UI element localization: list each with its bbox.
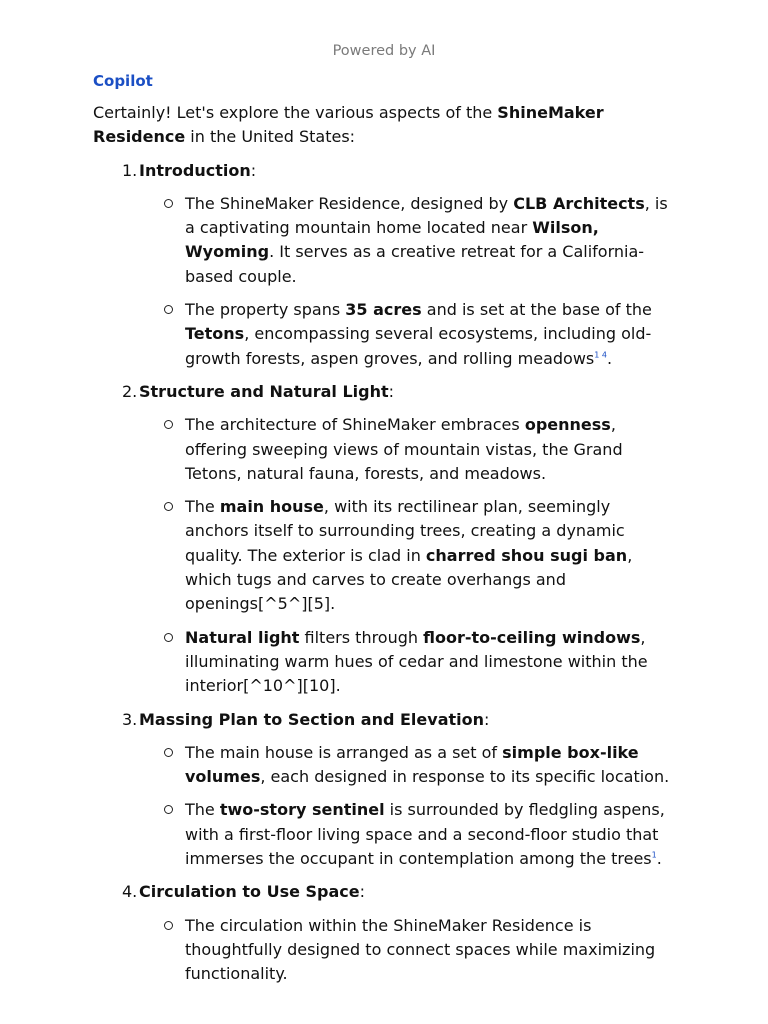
bullet-text: , encompassing several ecosystems, including old-growth forests, aspen groves, and rolling meadows [185,324,652,368]
section-title-suffix: : [359,882,366,902]
bullet-text: , offering sweeping views of mountain vistas, the Grand Tetons, natural fauna, forests, and meadows. [185,415,623,483]
section-heading [93,708,678,732]
bullet-circle-icon [164,921,173,930]
intro-paragraph [93,101,678,150]
bullet-item [93,495,678,616]
bullet-bold: Wilson, Wyoming [185,218,599,262]
bullet-item [93,914,678,987]
section-item [93,380,678,699]
citation-link[interactable]: 1 4 [594,350,607,360]
bullet-circle-icon [164,305,173,314]
section-item [93,880,678,986]
bullet-bold: floor-to-ceiling windows [423,627,641,647]
bullet-text: and is set at the base of the [421,300,652,320]
bullet-text: , is a captivating mountain home located near [185,193,668,238]
section-number: 4. [122,882,138,902]
section-title: Massing Plan to Section and Elevation [139,709,485,729]
bullet-bold: CLB Architects [513,193,645,213]
bullet-text: filters through [299,627,424,647]
bullet-bold: two-story sentinel [219,800,385,820]
section-number: 2. [122,381,138,401]
bullet-bold: Natural light [185,627,300,647]
bullet-text: The [185,800,220,820]
intro-bold: ShineMaker Residence [93,103,604,147]
section-heading [93,380,678,404]
bullet-text: The [185,497,220,517]
citation-link[interactable]: 1 [651,850,657,860]
bullet-bold: openness [524,415,611,435]
bullet-bold: main house [219,497,324,517]
bullet-text: The circulation within the ShineMaker Residence is thoughtfully designed to connect spaces while maximizing functionality. [185,915,656,984]
section-heading [93,159,678,183]
bullet-bold: charred shou sugi ban [425,545,628,565]
bullet-item [93,798,678,871]
bullet-item [93,298,678,371]
bullet-item [93,741,678,790]
bullet-text: . [656,849,662,869]
bullet-circle-icon [164,420,173,429]
section-title-suffix: : [250,160,257,180]
bullet-bold: simple box-like volumes [185,742,639,787]
section-title-suffix: : [484,709,490,729]
section-title-suffix: : [388,381,395,401]
bullet-text: The property spans [185,300,346,320]
sender-name: Copilot [93,72,153,90]
message-body [93,101,678,996]
bullet-text: , which tugs and carves to create overhangs and openings[^5^][5]. [185,545,633,614]
bullet-circle-icon [164,805,173,814]
bullet-list [93,192,678,371]
bullet-text: , illuminating warm hues of cedar and limestone within the interior[^10^][10]. [185,627,648,696]
bullet-list [93,413,678,698]
bullet-text: The architecture of ShineMaker embraces [185,415,525,435]
bullet-item [93,626,678,699]
bullet-text: . It serves as a creative retreat for a California-based couple. [185,242,645,286]
section-heading [93,880,678,904]
section-item [93,708,678,872]
bullet-circle-icon [164,748,173,757]
bullet-text: is surrounded by fledgling aspens, with a first-floor living space and a second-floor studio that immerses the occupant in contemplation among the trees [185,800,665,869]
section-number: 1. [122,160,138,180]
bullet-item [93,192,678,289]
intro-text: Certainly! Let's explore the various aspects of the [93,103,498,122]
section-list [93,159,678,987]
bullet-list [93,914,678,987]
section-title: Circulation to Use Space [139,882,360,902]
powered-by-label: Powered by AI [332,43,436,59]
bullet-circle-icon [164,633,173,642]
bullet-bold: 35 acres [345,300,422,320]
intro-text-end: in the United States: [185,127,356,147]
bullet-circle-icon [164,199,173,208]
section-title: Structure and Natural Light [139,381,389,401]
section-item [93,159,678,371]
bullet-bold: Tetons [185,324,245,344]
bullet-list [93,741,678,871]
bullet-text: The ShineMaker Residence, designed by [185,193,514,213]
bullet-text: , with its rectilinear plan, seemingly anchors itself to surrounding trees, creating a dynamic quality. The exterior is clad in [185,497,625,565]
bullet-item [93,413,678,486]
bullet-text: The main house is arranged as a set of [185,742,503,762]
bullet-text: . [606,348,613,368]
section-number: 3. [122,709,138,729]
bullet-circle-icon [164,502,173,511]
bullet-text: , each designed in response to its specific location. [260,767,670,787]
section-title: Introduction [139,160,251,180]
